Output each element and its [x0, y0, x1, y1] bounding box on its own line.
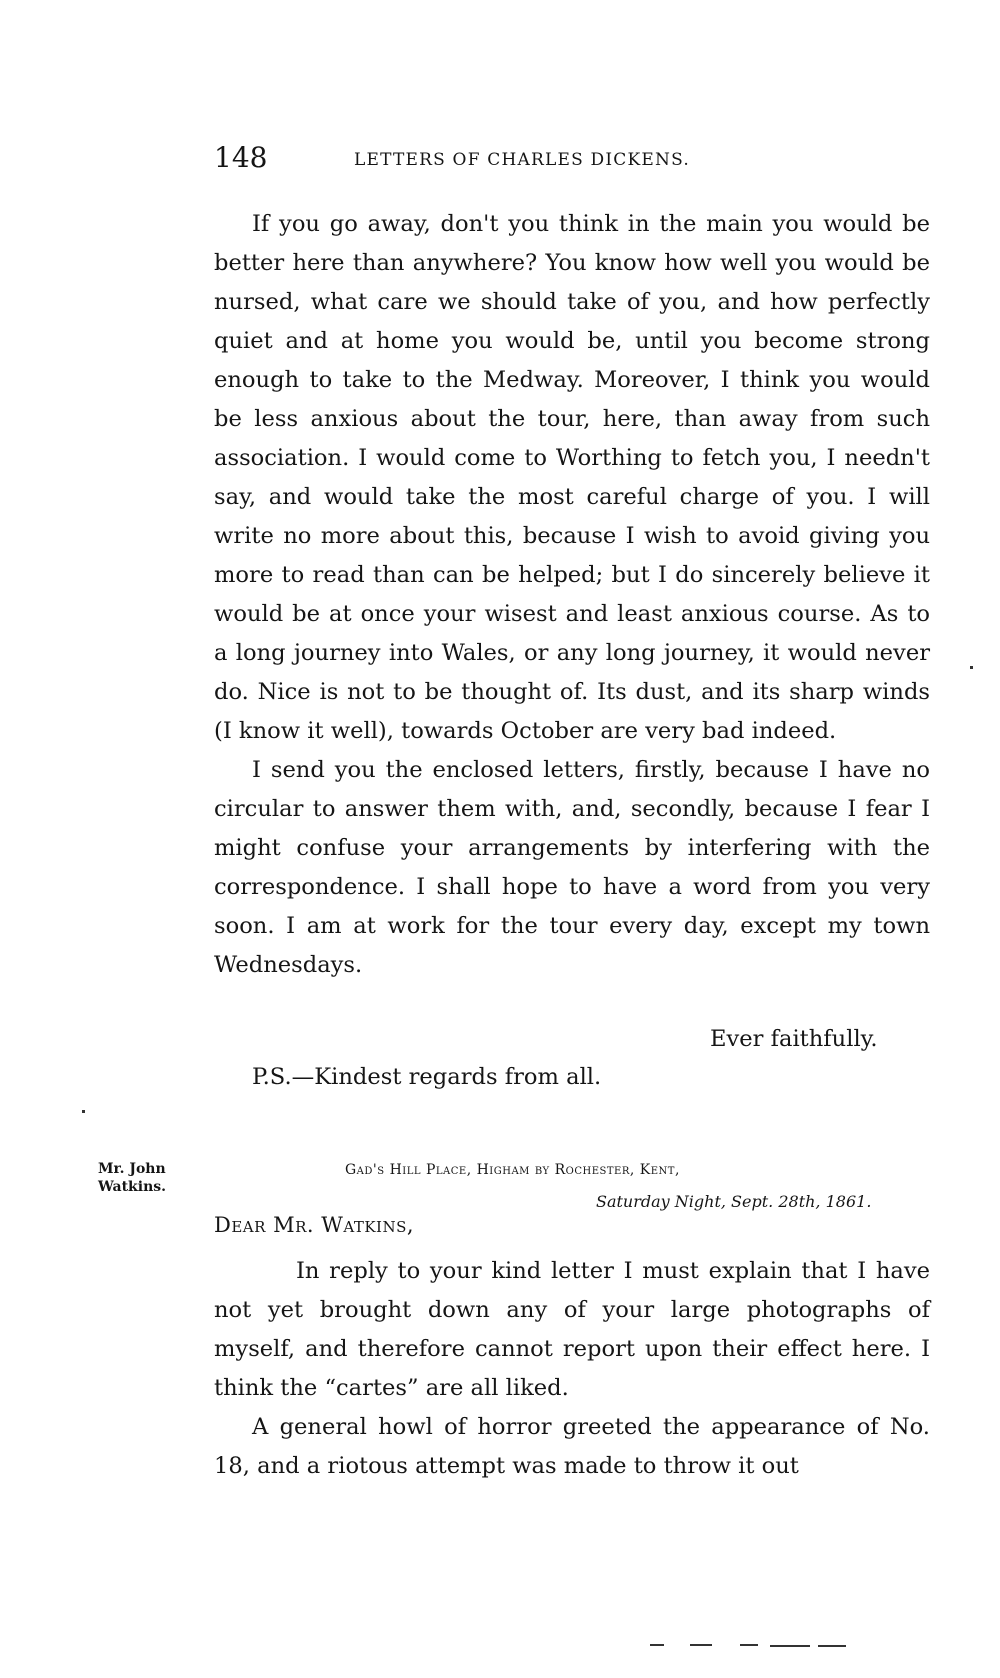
scan-mark	[818, 1645, 846, 1647]
scan-mark	[970, 666, 973, 669]
paragraph: In reply to your kind letter I must explain that I have not yet brought down any of your large photographs of myself, and therefore cannot report upon their effect here. I think the “cartes” are all liked.	[214, 1258, 930, 1401]
page-header	[214, 143, 794, 173]
page-number: 148	[214, 141, 268, 174]
scan-mark	[770, 1645, 810, 1647]
letter-address: Gad's Hill Place, Higham by Rochester, Kent,	[345, 1162, 680, 1178]
margin-note-recipient	[98, 1160, 208, 1196]
letter-salutation: Dear Mr. Watkins,	[214, 1213, 415, 1237]
paragraph: If you go away, don't you think in the main you would be better here than anywhere? You know how well you would be nursed, what care we should take of you, and how perfectly quiet and at home you would be, until you become strong enough to take to the Medway. Moreover, I think you would be less anxious about the tour, here, than away from such association. I would come to Worthing to fetch you, I needn't say, and would take the most careful charge of you. I will write no more about this, because I wish to avoid giving you more to read than can be helped; but I do sincerely believe it would be at once your wisest and least anxious course. As to a long journey into Wales, or any long journey, it would never do. Nice is not to be thought of. Its dust, and its sharp winds (I know it well), towards October are very bad indeed.	[214, 211, 930, 744]
postscript: P.S.—Kindest regards from all.	[252, 1064, 602, 1090]
letter-date: Saturday Night, Sept. 28th, 1861.	[596, 1192, 872, 1211]
running-title: LETTERS OF CHARLES DICKENS.	[354, 150, 690, 170]
scan-mark	[650, 1644, 664, 1646]
margin-note-line: Watkins.	[98, 1179, 166, 1195]
scan-mark	[690, 1644, 712, 1646]
paragraph: A general howl of horror greeted the appearance of No. 18, and a riotous attempt was made to throw it out	[214, 1414, 930, 1479]
previous-letter-body	[214, 205, 930, 985]
scan-mark	[740, 1644, 758, 1646]
scan-mark	[82, 1110, 85, 1113]
paragraph: I send you the enclosed letters, firstly, because I have no circular to answer them with, and, secondly, because I fear I might confuse your arrangements by interfering with the correspondence. I shall hope to have a word from you very soon. I am at work for the tour every day, except my town Wednesdays.	[214, 757, 930, 978]
next-letter-body	[214, 1252, 930, 1486]
margin-note-line: Mr. John	[98, 1161, 166, 1177]
letter-closing: Ever faithfully.	[710, 1026, 878, 1052]
